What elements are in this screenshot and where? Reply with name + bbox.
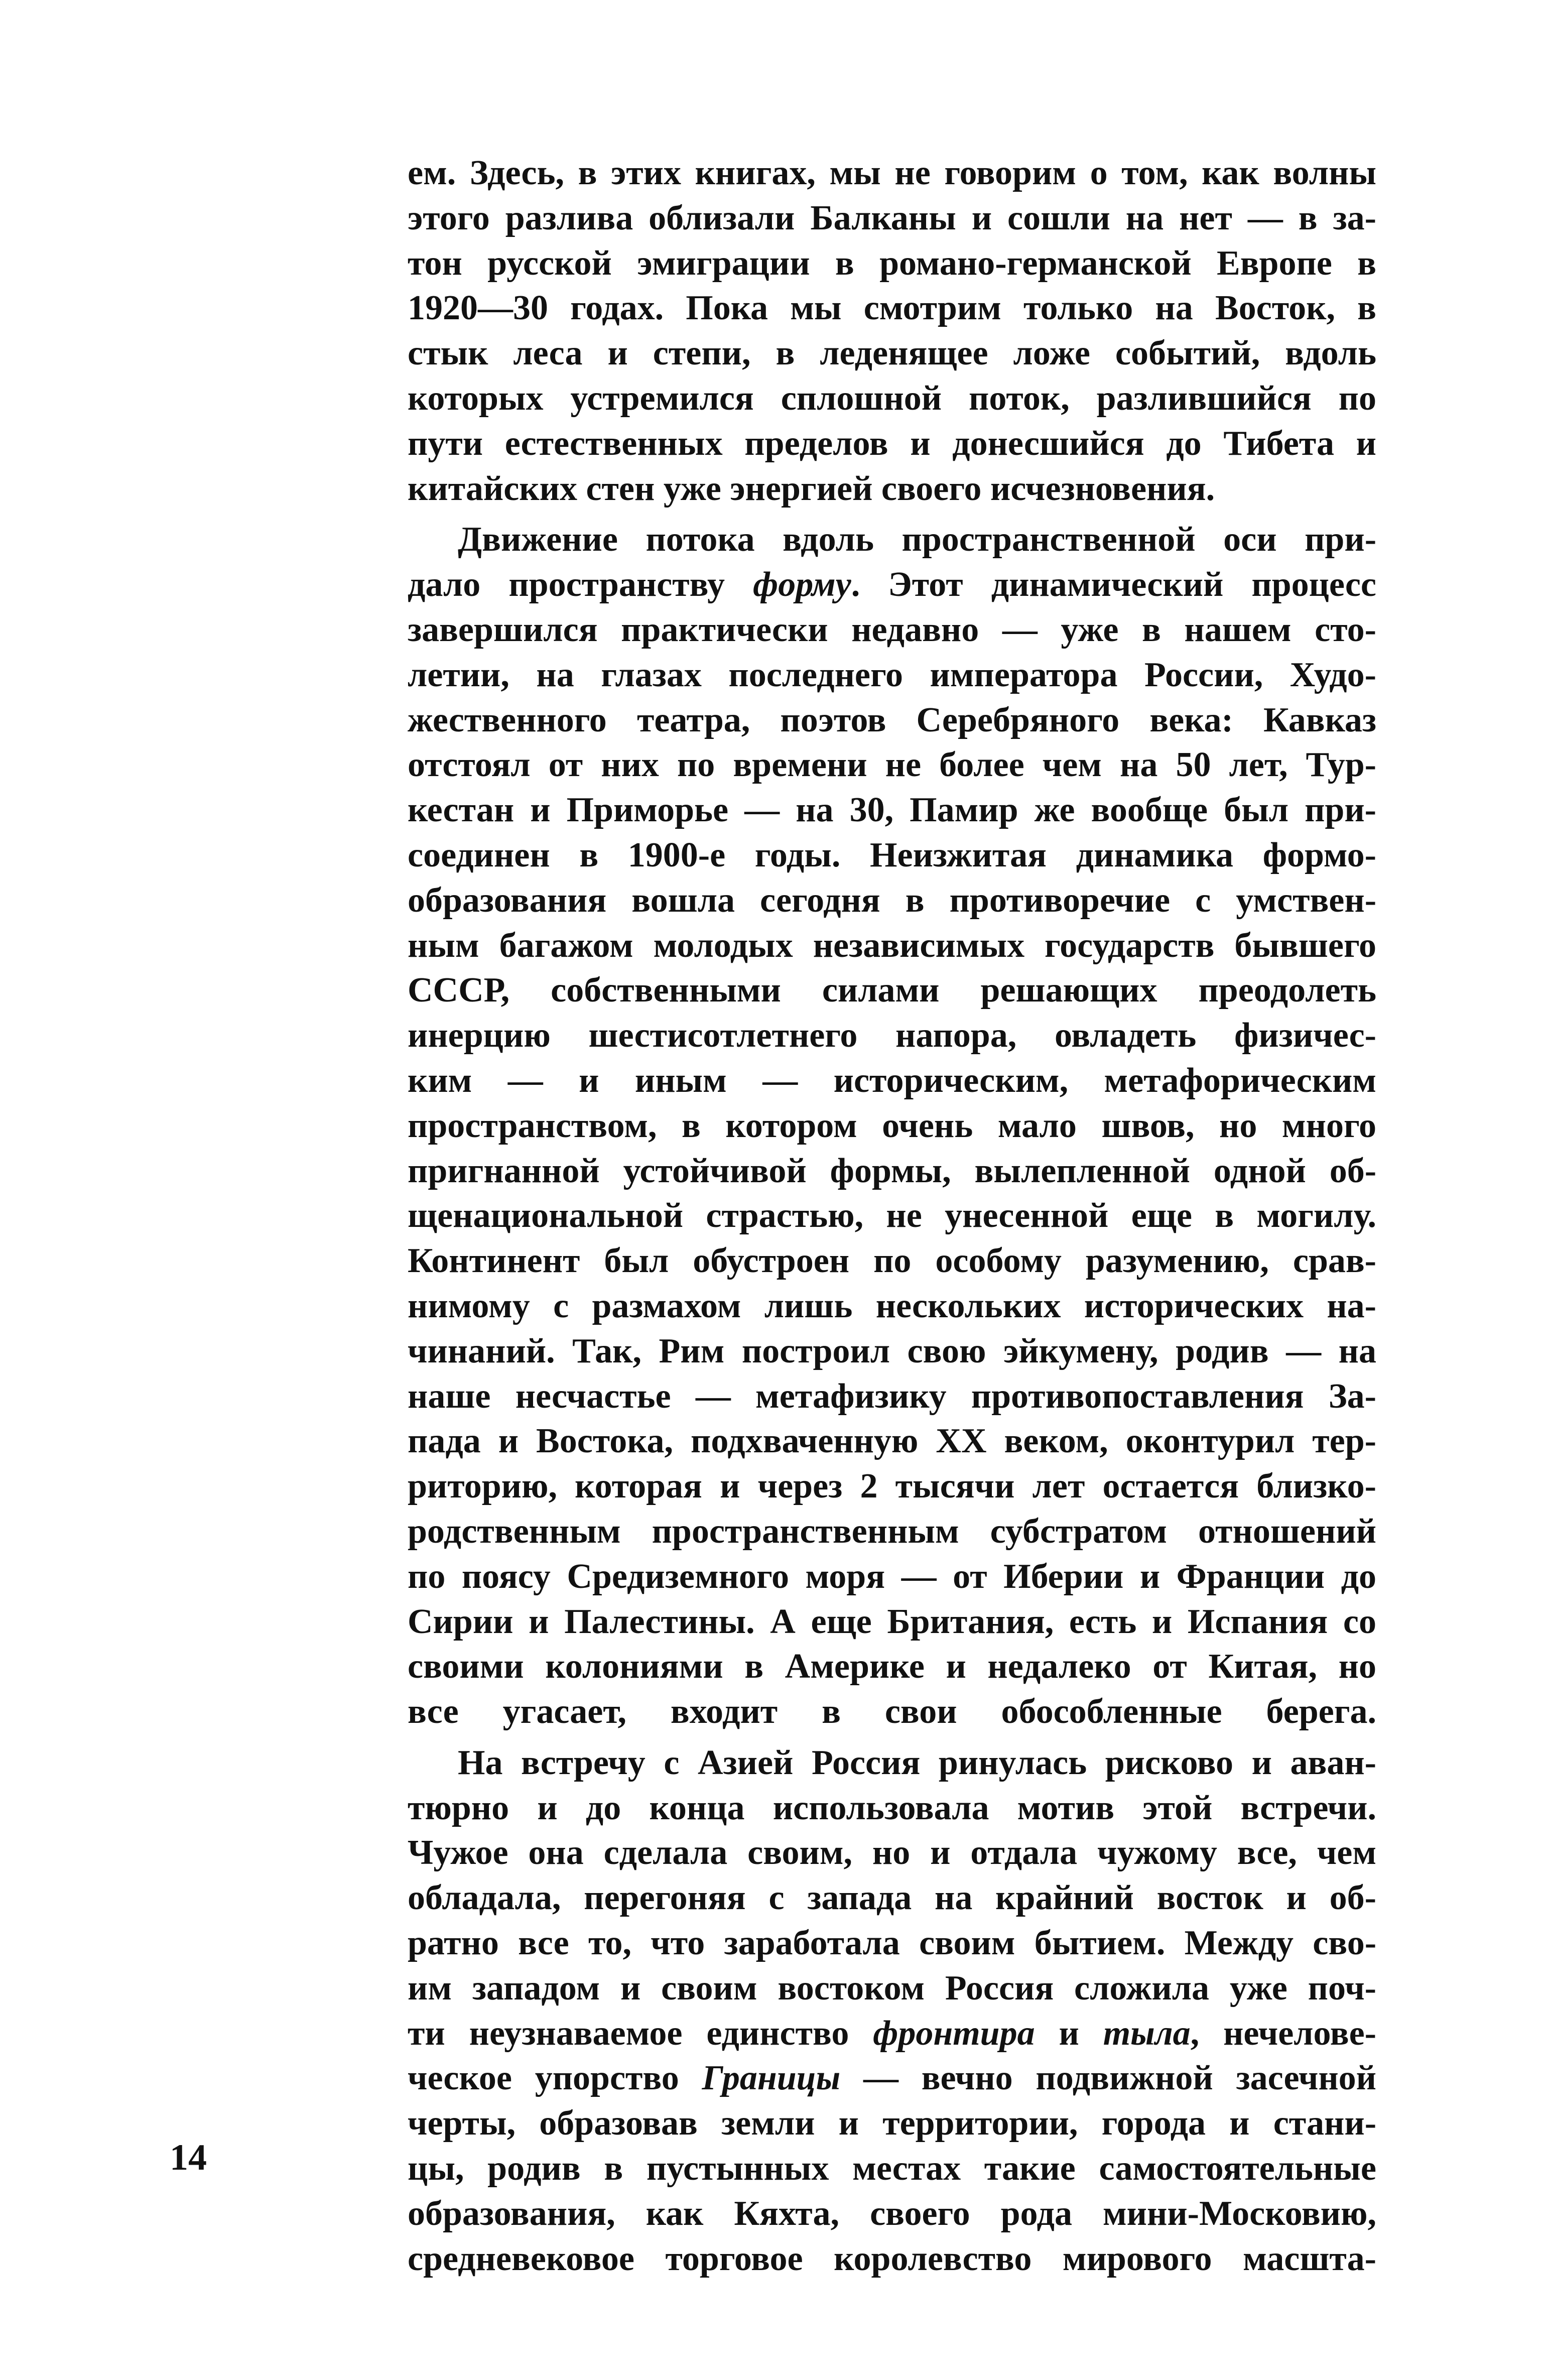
emphasis-text: форму	[753, 565, 851, 604]
text-run: . Этот динамический процесс	[851, 565, 1376, 604]
text-line: наше несчастье — метафизику противопоставления За-	[408, 1376, 1376, 1416]
text-line: тон русской эмиграции в романо-германской Европе в	[408, 243, 1376, 283]
text-line: пада и Востока, подхваченную XX веком, оконтурил тер-	[408, 1422, 1376, 1461]
text-run: ти неузнаваемое единство	[408, 2014, 873, 2053]
text-line: китайских стен уже энергией своего исчезновения.	[408, 469, 1215, 508]
text-line: ратно все то, что заработала своим бытием. Между сво-	[408, 1924, 1376, 1963]
text-run: ческое упорство	[408, 2059, 702, 2098]
text-line: щенациональной страстью, не унесенной еще в могилу.	[408, 1196, 1376, 1235]
text-line: инерцию шестисотлетнего напора, овладеть физичес-	[408, 1016, 1376, 1055]
text-line: Чужое она сделала своим, но и отдала чужому все, чем	[408, 1833, 1376, 1872]
text-line: СССР, собственными силами решающих преодолеть	[408, 971, 1376, 1010]
text-run: — вечно подвижной засечной	[840, 2059, 1376, 2098]
text-line: отстоял от них по времени не более чем на 50 лет, Тур-	[408, 745, 1376, 785]
text-line: чинаний. Так, Рим построил свою эйкумену, родив — на	[408, 1331, 1376, 1370]
text-line: жественного театра, поэтов Серебряного века: Кавказ	[408, 700, 1376, 739]
text-line: обладала, перегоняя с запада на крайний восток и об-	[408, 1878, 1376, 1918]
text-line: Сирии и Палестины. А еще Британия, есть и Испания со	[408, 1602, 1376, 1641]
text-line: ным багажом молодых независимых государств бывшего	[408, 926, 1376, 965]
text-line: пути естественных пределов и донесшийся до Тибета и	[408, 424, 1376, 463]
text-line: по поясу Средиземного моря — от Иберии и Франции до	[408, 1557, 1376, 1596]
text-line: Движение потока вдоль пространственной оси при-	[458, 520, 1376, 559]
text-line: нимому с размахом лишь нескольких исторических на-	[408, 1286, 1376, 1325]
text-line: соединен в 1900-е годы. Неизжитая динамика формо-	[408, 835, 1376, 874]
text-line: образования вошла сегодня в противоречие с умствен-	[408, 881, 1376, 920]
paragraph-2	[408, 517, 1376, 1734]
emphasis-text: тыла	[1103, 2014, 1191, 2053]
text-line: завершился практически недавно — уже в нашем сто-	[408, 610, 1376, 649]
text-line: летии, на глазах последнего императора России, Худо-	[408, 655, 1376, 694]
text-line	[408, 2011, 1376, 2056]
text-line: средневековое торговое королевство мирового масшта-	[408, 2239, 1376, 2278]
text-line: ем. Здесь, в этих книгах, мы не говорим о том, как волны	[408, 154, 1376, 192]
text-line: черты, образовав земли и территории, города и стани-	[408, 2104, 1376, 2143]
text-line: риторию, которая и через 2 тысячи лет остается близко-	[408, 1467, 1376, 1506]
text-line: им западом и своим востоком Россия сложила уже поч-	[408, 1968, 1376, 2008]
emphasis-text: фронтира	[873, 2014, 1035, 2053]
text-line: пространством, в котором очень мало швов, но много	[408, 1106, 1376, 1145]
paragraph-3	[408, 1740, 1376, 2282]
text-line: пригнанной устойчивой формы, вылепленной одной об-	[408, 1151, 1376, 1190]
text-line: образования, как Кяхта, своего рода мини-Московию,	[408, 2194, 1376, 2233]
text-line: своими колониями в Америке и недалеко от Китая, но	[408, 1647, 1376, 1686]
page-number: 14	[170, 2137, 207, 2178]
text-line: кестан и Приморье — на 30, Памир же вообще был при-	[408, 791, 1376, 830]
main-text	[408, 151, 1376, 2281]
text-line: этого разлива облизали Балканы и сошли на нет — в за-	[408, 198, 1376, 237]
text-line	[408, 562, 1376, 607]
text-line: которых устремился сплошной поток, разлившийся по	[408, 379, 1376, 418]
emphasis-text: Границы	[702, 2059, 841, 2098]
text-line: все угасает, входит в свои обособленные берега.	[408, 1692, 1376, 1731]
text-line: стык леса и степи, в леденящее ложе событий, вдоль	[408, 334, 1376, 373]
text-line: ким — и иным — историческим, метафорическим	[408, 1061, 1376, 1100]
text-line: На встречу с Азией Россия ринулась рисково и аван-	[458, 1743, 1376, 1782]
paragraph-1	[408, 151, 1376, 511]
text-line: 1920—30 годах. Пока мы смотрим только на Восток, в	[408, 289, 1376, 328]
text-line: цы, родив в пустынных местах такие самостоятельные	[408, 2149, 1376, 2188]
text-line	[408, 2056, 1376, 2101]
text-line: тюрно и до конца использовала мотив этой встречи.	[408, 1788, 1376, 1827]
text-line: родственным пространственным субстратом отношений	[408, 1512, 1376, 1551]
text-run: дало пространству	[408, 565, 753, 604]
text-line: Континент был обустроен по особому разумению, срав-	[408, 1241, 1376, 1281]
text-run: , нечелове-	[1190, 2014, 1376, 2053]
text-run: и	[1035, 2014, 1103, 2053]
